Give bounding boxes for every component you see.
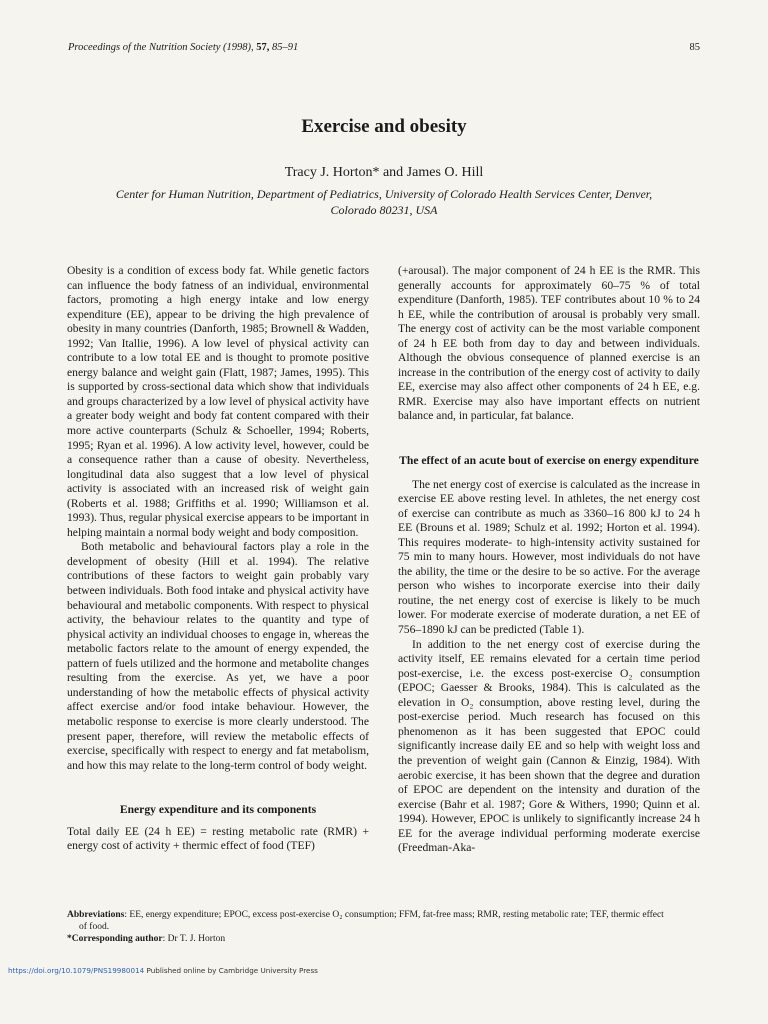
section-heading: Energy expenditure and its components xyxy=(119,803,317,817)
body-paragraph: (+arousal). The major component of 24 h EE is the RMR. This generally accounts for approximately 60–75 % of total expenditure (Danforth, 1985). TEF contributes about 10 % to 24 h EE, while the contribution of arousal is probably very small. The energy cost of activity can be the most variable component of 24 h EE both from day to day and between individuals. Although the obvious consequence of planned exercise is an increase in the contribution of the energy cost of activity to daily EE, exercise may also affect other components of 24 h EE, e.g. RMR. Exercise may also have important effects on nutrient balance and, in particular, fat balance. xyxy=(398,264,700,423)
body-paragraph: The net energy cost of exercise is calculated as the increase in exercise EE above resting level. In athletes, the net energy cost of exercise can contribute as much as 3360–16 800 kJ to 24 h EE (Brouns et al. 1989; Schulz et al. 1992; Horton et al. 1994). This requires moderate- to high-intensity activity sustained for 75 min to many hours. However, most individuals do not have the ability, the time or the desire to be so active. For the average person who wishes to incorporate exercise into their daily routine, the net energy cost of exercise is likely to be much lower. For moderate exercise of moderate duration, a net EE of 756–1890 kJ can be predicted (Table 1). xyxy=(398,477,700,637)
right-column xyxy=(398,264,700,856)
doi-publisher-note: Published online by Cambridge University Press xyxy=(144,966,318,975)
corresponding-author: *Corresponding author: Dr T. J. Horton xyxy=(67,933,226,944)
body-paragraph: In addition to the net energy cost of exercise during the activity itself, EE remains elevated for a certain time period post-exercise, i.e. the excess post-exercise O₂ consumption (EPOC; Gaesser & Brooks, 1984). This is calculated as the elevation in O₂ consumption, above resting level, during the post-exercise period. Much research has focused on this phenomenon as it has been suggested that EPOC could significantly increase daily EE and so help with weight loss and the prevention of weight gain (Cannon & Einzig, 1984). With aerobic exercise, it has been shown that the degree and duration of EPOC are dependent on the intensity and duration of the exercise (Bahr et al. 1987; Gore & Withers, 1990; Quinn et al. 1994). However, EPOC is unlikely to significantly increase 24 h EE for the average individual performing moderate exercise (Freedman-Aka- xyxy=(398,637,700,855)
abbreviations-continued: of food. xyxy=(79,921,110,932)
left-column xyxy=(67,264,369,854)
abbreviations-footnote: Abbreviations: EE, energy expenditure; EPOC, excess post-exercise O₂ consumption; FFM, fat-free mass; RMR, resting metabolic rate; TEF, thermic effect xyxy=(67,910,664,920)
body-paragraph: Both metabolic and behavioural factors play a role in the development of obesity (Hill et al. 1994). The relative contributions of these factors to weight gain probably vary between individuals. Both food intake and physical activity have behavioural and metabolic components. With respect to physical activity, the behaviour relates to the quantity and type of physical activity an individual chooses to engage in, whereas the metabolic factors relate to the amount of energy expended, the pattern of fuels utilized and the hormone and metabolite changes resulting from the exercise. As yet, we have a poor understanding of how the metabolic effects of physical activity affect exercise and/or food intake behaviour. However, the metabolic response to exercise is more clearly understood. The present paper, therefore, will review the metabolic effects of exercise, specifically with respect to energy and fat metabolism, and how this may relate to the long-term control of body weight. xyxy=(67,540,369,772)
doi-link[interactable]: https://doi.org/10.1079/PNS19980014 xyxy=(8,966,145,975)
article-title: Exercise and obesity xyxy=(301,116,467,137)
affiliation: Center for Human Nutrition, Department of Pediatrics, University of Colorado Health Services Center, Denver, Colorado 80231, USA xyxy=(115,187,653,217)
running-header xyxy=(68,42,700,56)
doi-line xyxy=(8,966,318,975)
section-heading: The effect of an acute bout of exercise on energy expenditure xyxy=(399,454,699,468)
footnotes xyxy=(67,910,703,945)
journal-citation: Proceedings of the Nutrition Society (1998), 57, 85–91 xyxy=(68,42,299,53)
intro-paragraph: Obesity is a condition of excess body fat. While genetic factors can influence the body fatness of an individual, environmental factors, promoting a high energy intake and low energy expenditure (EE), appear to be driving the high prevalence of obesity in many countries (Danforth, 1985; Brownell & Wadden, 1992; Van Itallie, 1996). A low level of physical activity can contribute to a low total EE and is thought to promote positive energy balance and weight gain (Flatt, 1987; James, 1995). This is supported by cross-sectional data which show that individuals and groups characterized by a low level of physical activity have a greater body weight and body fat content compared with their more active counterparts (Schulz & Schoeller, 1994; Roberts, 1995; Ryan et al. 1996). A low activity level, however, could be a consequence rather than a cause of obesity. Nevertheless, longitudinal data also suggest that a low level of physical activity is associated with an increased risk of weight gain (Roberts et al. 1988; Griffiths et al. 1990; Williamson et al. 1993). Thus, regular physical exercise appears to be important in helping maintain a normal body weight and body composition. xyxy=(67,264,369,539)
page-number: 85 xyxy=(689,42,700,53)
authors: Tracy J. Horton* and James O. Hill xyxy=(284,165,484,180)
body-paragraph: Total daily EE (24 h EE) = resting metabolic rate (RMR) + energy cost of activity + thermic effect of food (TEF) xyxy=(67,824,369,853)
